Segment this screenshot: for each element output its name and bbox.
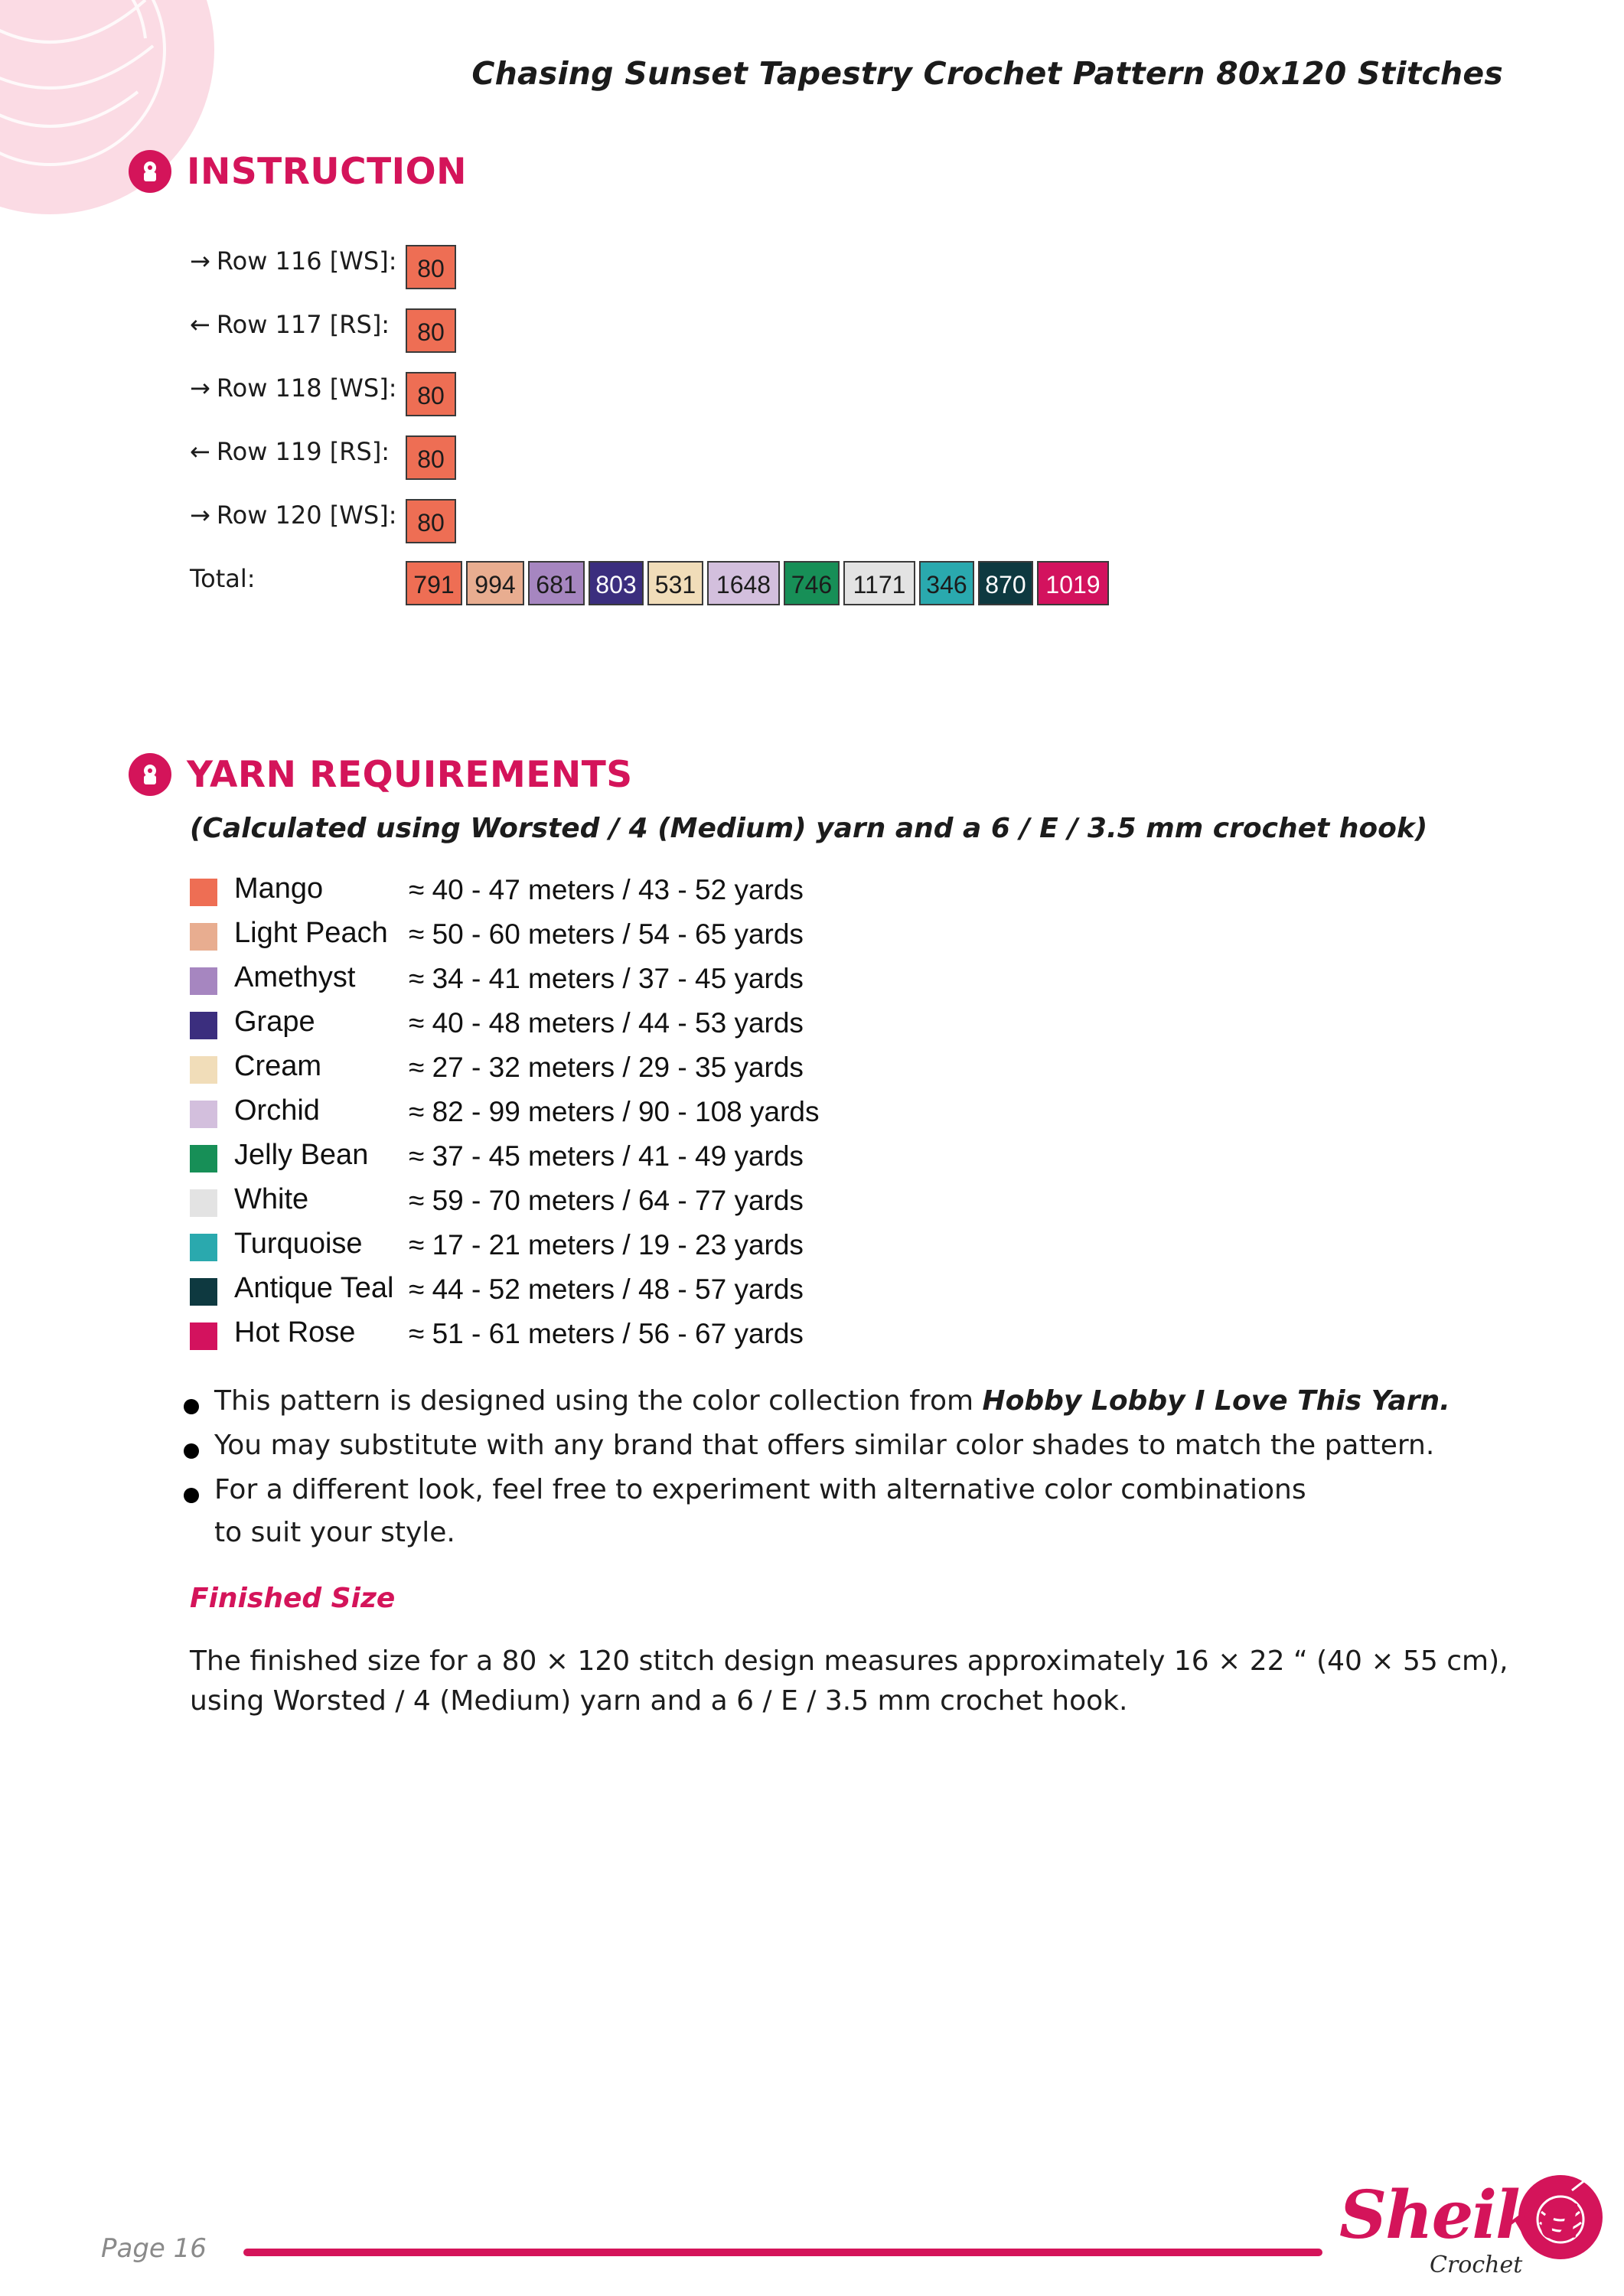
row-label (190, 310, 390, 339)
bullet-icon (184, 1399, 199, 1414)
yarn-color-name: Orchid (234, 1094, 320, 1127)
bullet-icon (184, 1443, 199, 1459)
instruction-heading (129, 150, 467, 193)
color-swatch (190, 1234, 217, 1261)
total-count-cell: 803 (589, 561, 644, 605)
yarn-requirements-heading-text: YARN REQUIREMENTS (187, 753, 633, 796)
stitch-count-cell: 80 (406, 308, 456, 353)
row-label (190, 501, 396, 530)
bullet-icon (184, 1488, 199, 1503)
total-count-cell: 346 (919, 561, 974, 605)
yarn-brand-name: Hobby Lobby I Love This Yarn. (982, 1385, 1450, 1417)
crochet-hook-icon (129, 150, 171, 193)
color-swatch (190, 1145, 217, 1172)
yarn-color-name: Turquoise (234, 1228, 363, 1260)
finished-size-heading: Finished Size (190, 1583, 396, 1614)
row-label-text: Row 119 [RS]: (216, 437, 390, 466)
yarn-color-name: White (234, 1183, 309, 1215)
yarn-amount: ≈ 37 - 45 meters / 41 - 49 yards (409, 1140, 804, 1172)
color-swatch (190, 967, 217, 995)
yarn-amount: ≈ 34 - 41 meters / 37 - 45 yards (409, 963, 804, 994)
yarn-color-name: Antique Teal (234, 1272, 394, 1304)
stitch-count-cell: 80 (406, 245, 456, 289)
stitch-count-cell: 80 (406, 499, 456, 543)
yarn-amount: ≈ 44 - 52 meters / 48 - 57 yards (409, 1274, 804, 1305)
row-label (190, 246, 396, 276)
total-count-cell: 791 (406, 561, 462, 605)
yarn-requirements-heading (129, 753, 633, 796)
yarn-amount: ≈ 50 - 60 meters / 54 - 65 yards (409, 918, 804, 950)
yarn-amount: ≈ 27 - 32 meters / 29 - 35 yards (409, 1052, 804, 1083)
color-swatch (190, 1189, 217, 1217)
color-swatch (190, 1322, 217, 1350)
row-label-text: Row 117 [RS]: (216, 310, 390, 339)
finished-size-text: using Worsted / 4 (Medium) yarn and a 6 / E / 3.5 mm crochet hook. (190, 1685, 1128, 1717)
yarn-color-name: Hot Rose (234, 1316, 356, 1349)
color-swatch (190, 1278, 217, 1306)
stitch-count-cell: 80 (406, 372, 456, 416)
crochet-hook-icon (129, 753, 171, 796)
document-title: Chasing Sunset Tapestry Crochet Pattern 80x120 Stitches (471, 55, 1503, 92)
yarn-color-name: Light Peach (234, 917, 388, 949)
yarn-amount: ≈ 82 - 99 meters / 90 - 108 yards (409, 1096, 820, 1127)
direction-arrow-icon: → (190, 246, 210, 276)
color-swatch (190, 1056, 217, 1084)
total-count-cell: 1648 (707, 561, 780, 605)
total-count-cell: 994 (466, 561, 524, 605)
yarn-color-name: Amethyst (234, 961, 356, 993)
total-count-cell: 681 (528, 561, 585, 605)
total-count-cell: 1019 (1037, 561, 1109, 605)
direction-arrow-icon: → (190, 373, 210, 403)
yarn-color-name: Mango (234, 872, 324, 905)
finished-size-text: The finished size for a 80 × 120 stitch design measures approximately 16 × 22 “ (40 × 55 cm), (190, 1645, 1508, 1677)
note-text: For a different look, feel free to experiment with alternative color combinations (214, 1474, 1306, 1505)
sheika-crochet-logo (1332, 2166, 1607, 2288)
direction-arrow-icon: ← (190, 437, 210, 466)
yarn-color-name: Grape (234, 1006, 315, 1038)
yarn-calculation-note: (Calculated using Worsted / 4 (Medium) yarn and a 6 / E / 3.5 mm crochet hook) (190, 813, 1428, 844)
logo-wordmark: Sheika (1339, 2177, 1581, 2254)
direction-arrow-icon: → (190, 501, 210, 530)
note-text-continued: to suit your style. (214, 1517, 455, 1548)
row-label-text: Row 118 [WS]: (216, 373, 397, 403)
yarn-amount: ≈ 51 - 61 meters / 56 - 67 yards (409, 1318, 804, 1349)
footer-divider (243, 2249, 1322, 2256)
color-swatch (190, 923, 217, 951)
note-text: You may substitute with any brand that offers similar color shades to match the pattern. (214, 1430, 1435, 1461)
yarn-amount: ≈ 59 - 70 meters / 64 - 77 yards (409, 1185, 804, 1216)
page-number: Page 16 (101, 2233, 207, 2264)
yarn-color-name: Jelly Bean (234, 1139, 369, 1171)
yarn-amount: ≈ 40 - 48 meters / 44 - 53 yards (409, 1007, 804, 1039)
color-swatch (190, 1012, 217, 1039)
stitch-count-cell: 80 (406, 435, 456, 480)
row-label-text: Row 120 [WS]: (216, 501, 397, 530)
total-count-cell: 746 (784, 561, 840, 605)
yarn-color-name: Cream (234, 1050, 322, 1082)
total-count-cell: 1171 (843, 561, 915, 605)
row-label (190, 437, 390, 466)
instruction-heading-text: INSTRUCTION (187, 150, 467, 193)
total-count-cell: 870 (978, 561, 1033, 605)
color-swatch (190, 1101, 217, 1128)
yarn-amount: ≈ 17 - 21 meters / 19 - 23 yards (409, 1229, 804, 1261)
yarn-amount: ≈ 40 - 47 meters / 43 - 52 yards (409, 874, 804, 905)
total-count-cell: 531 (647, 561, 703, 605)
direction-arrow-icon: ← (190, 310, 210, 339)
color-swatch (190, 879, 217, 906)
row-label (190, 373, 396, 403)
logo-subtitle: Crochet (1430, 2252, 1523, 2278)
total-label: Total: (190, 564, 256, 593)
note-text: This pattern is designed using the color collection from Hobby Lobby I Love This Yarn. (214, 1385, 1450, 1417)
row-label-text: Row 116 [WS]: (216, 246, 397, 276)
